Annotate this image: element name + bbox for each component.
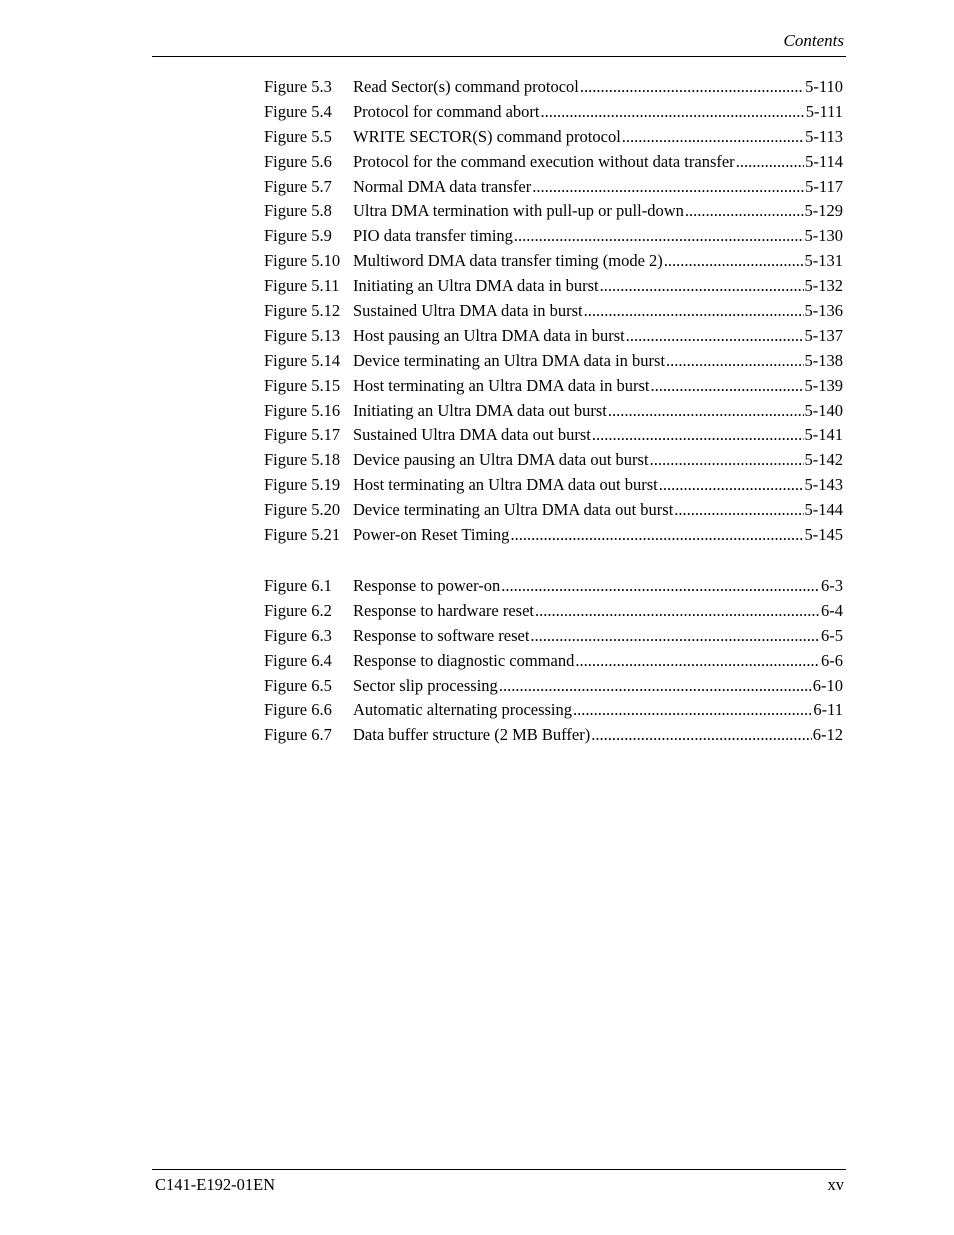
figure-title: Sustained Ultra DMA data out burst xyxy=(353,425,591,445)
toc-entry[interactable] xyxy=(264,651,843,676)
page-reference: 5-117 xyxy=(805,176,843,196)
figure-title: Initiating an Ultra DMA data out burst xyxy=(353,400,607,420)
dot-leader xyxy=(622,127,804,147)
figure-title: Sustained Ultra DMA data in burst xyxy=(353,301,583,321)
footer-page-number: xv xyxy=(827,1175,844,1194)
page-reference: 6-5 xyxy=(821,625,843,645)
figure-number: Figure 6.3 xyxy=(264,625,332,645)
toc-entry[interactable] xyxy=(264,376,843,401)
dot-leader xyxy=(591,725,812,745)
dot-leader xyxy=(584,301,804,321)
page-reference: 5-143 xyxy=(804,475,843,495)
figure-number: Figure 5.12 xyxy=(264,301,341,321)
figure-title: Ultra DMA termination with pull-up or pull-down xyxy=(353,201,684,221)
dot-leader xyxy=(573,700,812,720)
figure-number: Figure 5.14 xyxy=(264,350,341,370)
figure-number: Figure 6.7 xyxy=(264,725,332,745)
figure-title: Host terminating an Ultra DMA data out burst xyxy=(353,475,658,495)
figure-number: Figure 5.7 xyxy=(264,176,332,196)
toc-entry[interactable] xyxy=(264,226,843,251)
dot-leader xyxy=(541,102,805,122)
dot-leader xyxy=(532,177,804,197)
figure-number: Figure 6.4 xyxy=(264,650,332,670)
page-reference: 5-130 xyxy=(804,226,843,246)
figure-title: Sector slip processing xyxy=(353,675,498,695)
figure-number: Figure 5.5 xyxy=(264,126,332,146)
toc-entry[interactable] xyxy=(264,626,843,651)
figure-title: Power-on Reset Timing xyxy=(353,525,510,545)
toc-entry[interactable] xyxy=(264,676,843,701)
figure-number: Figure 6.2 xyxy=(264,600,332,620)
toc-entry[interactable] xyxy=(264,251,843,276)
figure-title: Device pausing an Ultra DMA data out burst xyxy=(353,450,649,470)
dot-leader xyxy=(530,626,820,646)
dot-leader xyxy=(592,425,804,445)
page-reference: 5-141 xyxy=(804,425,843,445)
figure-title: Data buffer structure (2 MB Buffer) xyxy=(353,725,591,745)
dot-leader xyxy=(580,77,804,97)
toc-entry[interactable] xyxy=(264,152,843,177)
figure-number: Figure 6.6 xyxy=(264,700,332,720)
toc-entry[interactable] xyxy=(264,576,843,601)
figure-title: PIO data transfer timing xyxy=(353,226,513,246)
page-reference: 5-137 xyxy=(804,325,843,345)
page-reference: 6-3 xyxy=(821,576,843,595)
figure-number: Figure 5.3 xyxy=(264,77,332,96)
figure-title: Device terminating an Ultra DMA data in burst xyxy=(353,350,666,370)
figure-number: Figure 5.8 xyxy=(264,201,332,221)
page-reference: 6-4 xyxy=(821,600,843,620)
figure-number: Figure 5.6 xyxy=(264,151,332,171)
dot-leader xyxy=(514,226,804,246)
footer-document-id: C141-E192-01EN xyxy=(155,1175,276,1194)
figure-number: Figure 5.13 xyxy=(264,325,341,345)
figure-number: Figure 6.5 xyxy=(264,675,332,695)
dot-leader xyxy=(650,450,804,470)
dot-leader xyxy=(499,676,812,696)
figure-title: Normal DMA data transfer xyxy=(353,176,532,196)
toc-entry[interactable] xyxy=(264,725,843,750)
figure-number: Figure 5.19 xyxy=(264,475,341,495)
figure-title: Protocol for command abort xyxy=(353,101,540,121)
figure-number: Figure 5.16 xyxy=(264,400,341,420)
figure-number: Figure 5.21 xyxy=(264,525,341,545)
page-reference: 6-10 xyxy=(812,675,843,695)
toc-entry[interactable] xyxy=(264,326,843,351)
figure-title: Response to hardware reset xyxy=(353,600,534,620)
page-reference: 5-114 xyxy=(805,151,843,171)
dot-leader xyxy=(664,251,804,271)
page-reference: 6-11 xyxy=(813,700,843,720)
figure-title: WRITE SECTOR(S) command protocol xyxy=(353,126,621,146)
toc-entry[interactable] xyxy=(264,525,843,550)
dot-leader xyxy=(575,651,820,671)
figure-title: Protocol for the command execution without data transfer xyxy=(353,151,735,171)
figure-number: Figure 5.4 xyxy=(264,101,332,121)
toc-entry[interactable] xyxy=(264,77,843,102)
dot-leader xyxy=(626,326,804,346)
dot-leader xyxy=(651,376,804,396)
figure-number: Figure 5.18 xyxy=(264,450,341,470)
page-reference: 5-139 xyxy=(804,375,843,395)
page-reference: 5-145 xyxy=(804,525,843,545)
toc-entry[interactable] xyxy=(264,177,843,202)
figure-title: Initiating an Ultra DMA data in burst xyxy=(353,276,599,296)
figure-title: Response to diagnostic command xyxy=(353,650,575,670)
figure-title: Host pausing an Ultra DMA data in burst xyxy=(353,325,625,345)
toc-entry[interactable] xyxy=(264,102,843,127)
figure-title: Response to power-on xyxy=(353,576,501,595)
toc-entry[interactable] xyxy=(264,301,843,326)
page-reference: 5-136 xyxy=(804,301,843,321)
figure-number: Figure 5.17 xyxy=(264,425,341,445)
figure-number: Figure 5.11 xyxy=(264,276,340,296)
page-reference: 5-131 xyxy=(804,251,843,271)
dot-leader xyxy=(510,525,803,545)
dot-leader xyxy=(736,152,804,172)
dot-leader xyxy=(666,351,803,371)
page-reference: 5-138 xyxy=(804,350,843,370)
footer-divider xyxy=(152,1169,846,1170)
dot-leader xyxy=(674,500,803,520)
dot-leader xyxy=(685,201,804,221)
page-reference: 5-110 xyxy=(805,77,843,96)
toc-entry[interactable] xyxy=(264,401,843,426)
figure-number: Figure 5.9 xyxy=(264,226,332,246)
page-reference: 5-129 xyxy=(804,201,843,221)
figure-list-chapter-5 xyxy=(264,77,843,550)
figure-title: Device terminating an Ultra DMA data out burst xyxy=(353,500,674,520)
toc-entry[interactable] xyxy=(264,127,843,152)
toc-entry[interactable] xyxy=(264,425,843,450)
page-reference: 5-142 xyxy=(804,450,843,470)
toc-entry[interactable] xyxy=(264,601,843,626)
toc-entry[interactable] xyxy=(264,450,843,475)
toc-entry[interactable] xyxy=(264,700,843,725)
dot-leader xyxy=(659,475,804,495)
figure-number: Figure 5.15 xyxy=(264,375,341,395)
toc-entry[interactable] xyxy=(264,475,843,500)
page-reference: 5-113 xyxy=(805,126,843,146)
figure-title: Read Sector(s) command protocol xyxy=(353,77,579,96)
figure-title: Host terminating an Ultra DMA data in burst xyxy=(353,375,650,395)
dot-leader xyxy=(535,601,820,621)
figure-list-chapter-6 xyxy=(264,576,843,750)
page-reference: 5-140 xyxy=(804,400,843,420)
dot-leader xyxy=(501,576,820,596)
dot-leader xyxy=(600,276,804,296)
toc-entry[interactable] xyxy=(264,276,843,301)
toc-entry[interactable] xyxy=(264,201,843,226)
figure-title: Response to software reset xyxy=(353,625,530,645)
figure-title: Automatic alternating processing xyxy=(353,700,573,720)
running-header-title: Contents xyxy=(783,31,844,50)
page-reference: 5-144 xyxy=(804,500,843,520)
toc-entry[interactable] xyxy=(264,351,843,376)
page-reference: 5-132 xyxy=(804,276,843,296)
header-divider xyxy=(152,56,846,57)
dot-leader xyxy=(608,401,804,421)
toc-entry[interactable] xyxy=(264,500,843,525)
figure-number: Figure 5.20 xyxy=(264,500,341,520)
figure-title: Multiword DMA data transfer timing (mode 2) xyxy=(353,251,663,271)
figure-number: Figure 5.10 xyxy=(264,251,341,271)
page-reference: 6-12 xyxy=(812,725,843,745)
page-reference: 5-111 xyxy=(805,101,843,121)
figure-number: Figure 6.1 xyxy=(264,576,332,595)
page-reference: 6-6 xyxy=(821,650,843,670)
